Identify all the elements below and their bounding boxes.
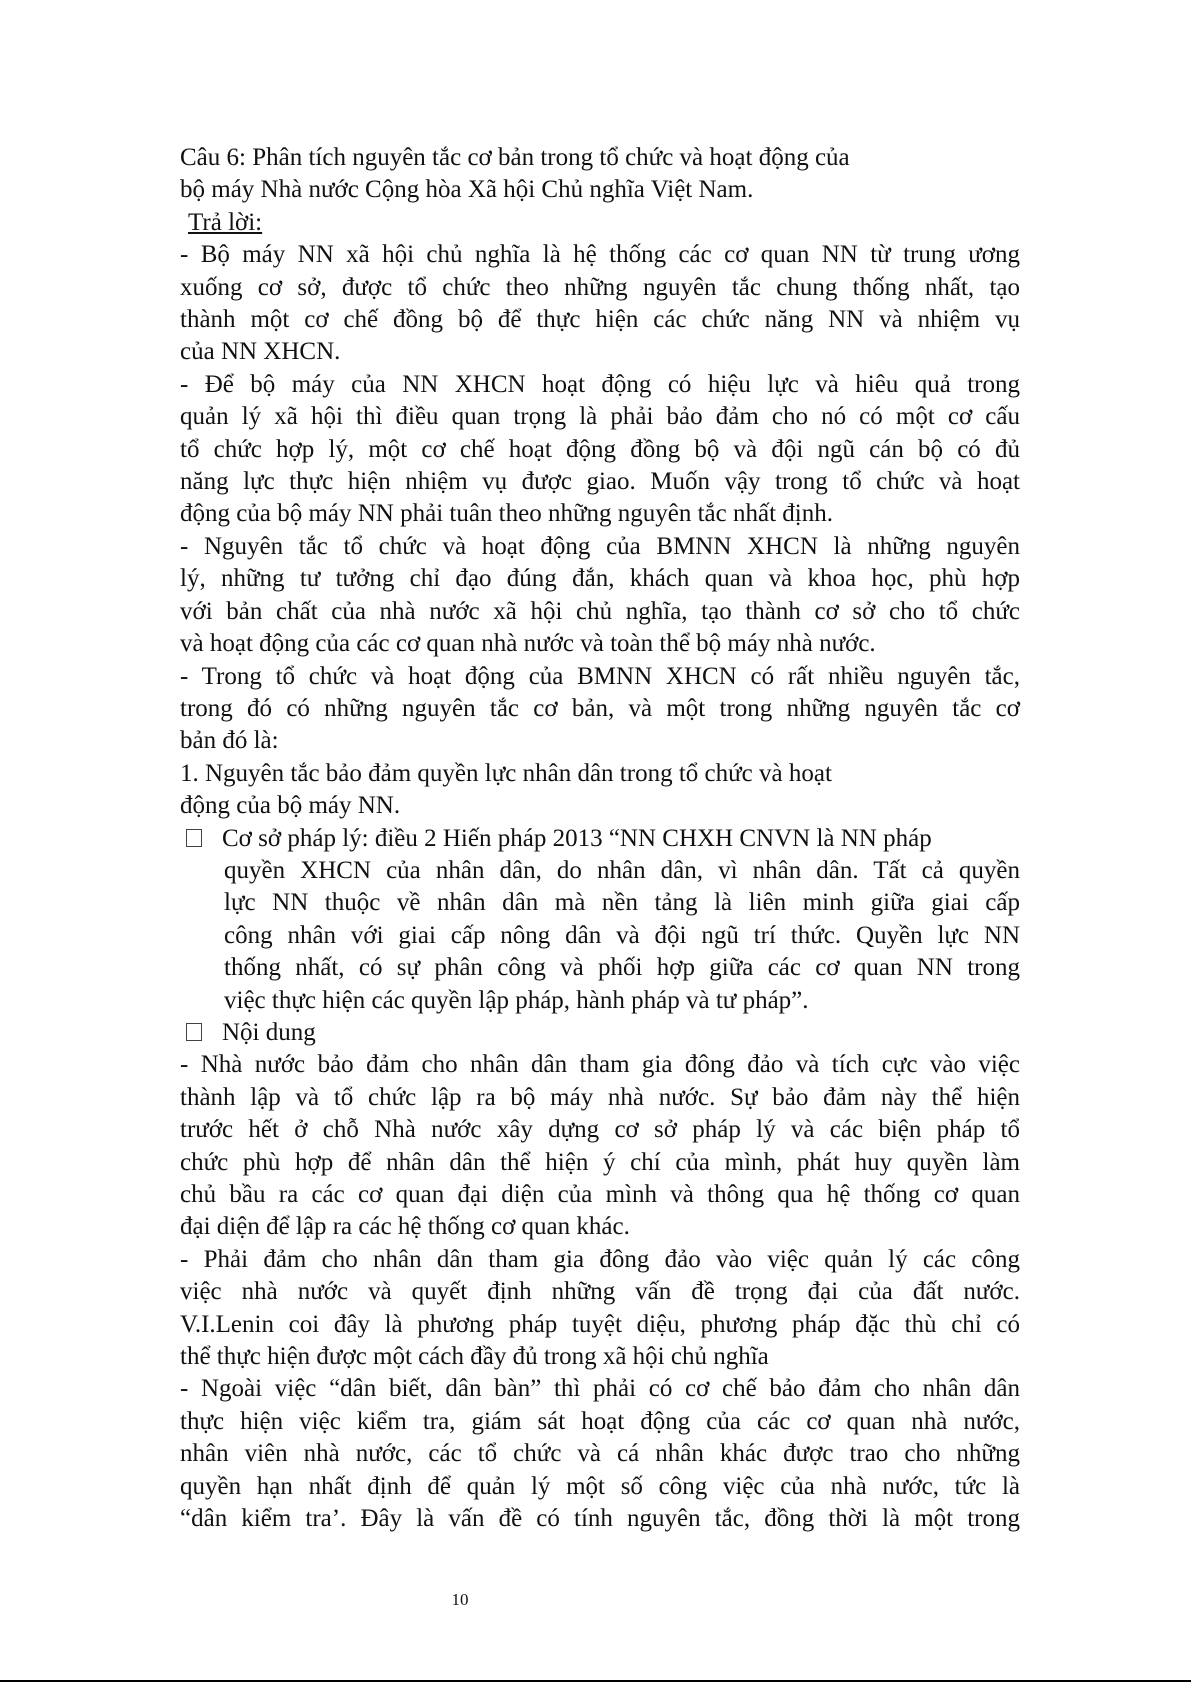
p2-line-1: - Để bộ máy của NN XHCN hoạt động có hiệu lực và hiêu quả trong: [180, 370, 1020, 398]
checkbox-bullet-icon: [186, 829, 202, 847]
p6-line-6: đại diện để lập ra các hệ thống cơ quan khác.: [180, 1213, 630, 1241]
p8-line-1: - Ngoài việc “dân biết, dân bàn” thì phải có cơ chế bảo đảm cho nhân dân: [180, 1375, 1020, 1403]
p2-line-5: động của bộ máy NN phải tuân theo những nguyên tắc nhất định.: [180, 500, 833, 528]
p8-line-2: thực hiện việc kiểm tra, giám sát hoạt động của các cơ quan nhà nước,: [180, 1407, 1020, 1435]
answer-label: Trả lời:: [188, 208, 263, 236]
p7-line-1: - Phải đảm cho nhân dân tham gia đông đảo vào việc quản lý các công: [180, 1245, 1020, 1273]
bottom-rule: [0, 1680, 1191, 1682]
page-number: 10: [451, 1590, 469, 1609]
p6-line-5: chủ bầu ra các cơ quan đại diện của mình và thông qua hệ thống cơ quan: [180, 1181, 1020, 1208]
p6-line-1: - Nhà nước bảo đảm cho nhân dân tham gia đông đảo và tích cực vào việc: [180, 1051, 1020, 1079]
bullet1-line-2: quyền XHCN của nhân dân, do nhân dân, vì nhân dân. Tất cả quyền: [224, 856, 1020, 884]
checkbox-bullet-icon: [186, 1023, 202, 1041]
p7-line-3: V.I.Lenin coi đây là phương pháp tuyệt diệu, phương pháp đặc thù chỉ có: [180, 1310, 1020, 1338]
p6-line-4: chức phù hợp để nhân dân thể hiện ý chí của mình, phát huy quyền làm: [180, 1148, 1020, 1176]
bullet1-line-6: việc thực hiện các quyền lập pháp, hành pháp và tư pháp”.: [224, 986, 809, 1014]
p3-line-4: và hoạt động của các cơ quan nhà nước và toàn thể bộ máy nhà nước.: [180, 630, 876, 658]
p8-line-4: quyền hạn nhất định để quản lý một số công việc của nhà nước, tức là: [180, 1472, 1020, 1500]
answer-label-line: [180, 207, 1020, 239]
p8-line-5: “dân kiểm tra’. Đây là vấn đề có tính nguyên tắc, đồng thời là một trong: [180, 1505, 1020, 1533]
p4-line-2: trong đó có những nguyên tắc cơ bản, và một trong những nguyên tắc cơ: [180, 694, 1020, 722]
bullet2-line: [180, 1017, 1020, 1049]
p7-line-4: thể thực hiện được một cách đầy đủ trong xã hội chủ nghĩa: [180, 1343, 769, 1371]
bullet1-first-text: Cơ sở pháp lý: điều 2 Hiến pháp 2013 “NN CHXH CNVN là NN pháp: [222, 824, 932, 852]
p6-line-3: trước hết ở chỗ Nhà nước xây dựng cơ sở pháp lý và các biện pháp tổ: [180, 1116, 1020, 1144]
p2-line-2: quản lý xã hội thì điều quan trọng là phải bảo đảm cho nó có một cơ cấu: [180, 403, 1020, 431]
p3-line-3: với bản chất của nhà nước xã hội chủ nghĩa, tạo thành cơ sở cho tổ chức: [180, 597, 1020, 625]
bullet1-line-3: lực NN thuộc về nhân dân mà nền tảng là liên minh giữa giai cấp: [224, 889, 1020, 917]
bullet2-text: Nội dung: [222, 1018, 316, 1046]
document-body: [180, 142, 1020, 1535]
p5-line-1: 1. Nguyên tắc bảo đảm quyền lực nhân dân trong tổ chức và hoạt: [180, 759, 832, 787]
p7-line-2: việc nhà nước và quyết định những vấn đề trọng đại của đất nước.: [180, 1278, 1020, 1306]
bullet1-line-5: thống nhất, có sự phân công và phối hợp giữa các cơ quan NN trong: [224, 954, 1020, 982]
p5-line-2: động của bộ máy NN.: [180, 792, 401, 820]
p2-line-3: tổ chức hợp lý, một cơ chế hoạt động đồng bộ và đội ngũ cán bộ có đủ: [180, 435, 1020, 463]
p1-line-3: thành một cơ chế đồng bộ để thực hiện các chức năng NN và nhiệm vụ: [180, 306, 1020, 334]
question-line-2: bộ máy Nhà nước Cộng hòa Xã hội Chủ nghĩa Việt Nam.: [180, 176, 754, 204]
p2-line-4: năng lực thực hiện nhiệm vụ được giao. Muốn vậy trong tổ chức và hoạt: [180, 468, 1020, 496]
question-line-1: Câu 6: Phân tích nguyên tắc cơ bản trong tổ chức và hoạt động của: [180, 144, 850, 171]
bullet1-line-1: [180, 823, 1020, 855]
p8-line-3: nhân viên nhà nước, các tổ chức và cá nhân khác được trao cho những: [180, 1440, 1020, 1468]
bullet1-line-4: công nhân với giai cấp nông dân và đội ngũ trí thức. Quyền lực NN: [224, 921, 1020, 949]
p4-line-1: - Trong tổ chức và hoạt động của BMNN XHCN có rất nhiều nguyên tắc,: [180, 662, 1020, 690]
p4-line-3: bản đó là:: [180, 727, 279, 755]
p1-line-4: của NN XHCN.: [180, 338, 341, 366]
p3-line-1: - Nguyên tắc tổ chức và hoạt động của BMNN XHCN là những nguyên: [180, 532, 1020, 560]
p1-line-1: - Bộ máy NN xã hội chủ nghĩa là hệ thống các cơ quan NN từ trung ương: [180, 241, 1020, 269]
p6-line-2: thành lập và tổ chức lập ra bộ máy nhà nước. Sự bảo đảm này thể hiện: [180, 1083, 1020, 1111]
p3-line-2: lý, những tư tưởng chỉ đạo đúng đắn, khách quan và khoa học, phù hợp: [180, 565, 1020, 593]
p1-line-2: xuống cơ sở, được tổ chức theo những nguyên tắc chung thống nhất, tạo: [180, 273, 1020, 301]
